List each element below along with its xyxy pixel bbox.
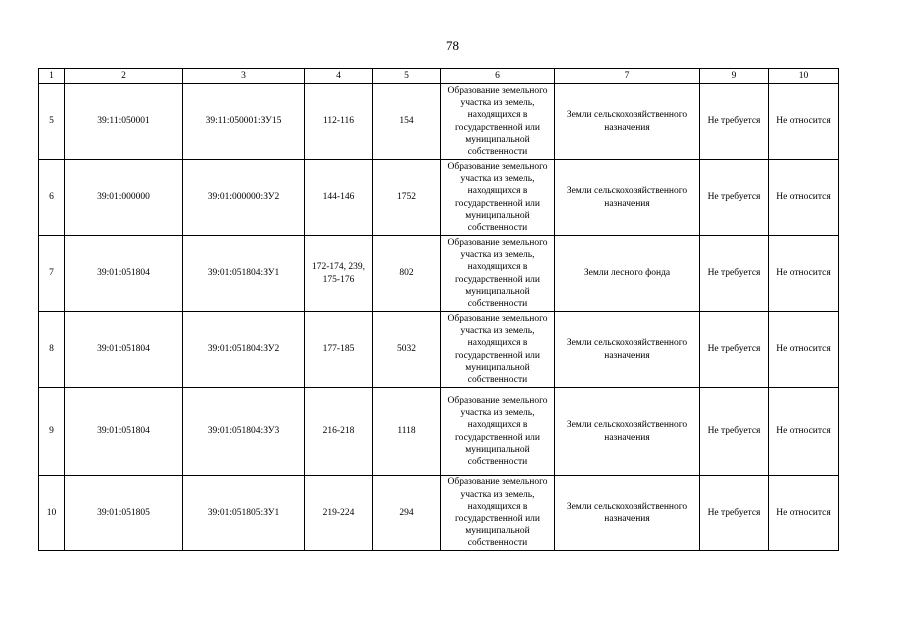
column-header: 1 — [39, 69, 65, 84]
plot-area: 1118 — [373, 388, 441, 476]
plot-area: 5032 — [373, 312, 441, 388]
formation-method: Образование земельного участка из земель, находящихся в государственной или муниципальной собственности — [441, 236, 555, 312]
column-9-value: Не требуется — [700, 236, 769, 312]
column-9-value: Не требуется — [700, 476, 769, 551]
column-10-value: Не относится — [769, 476, 839, 551]
column-header: 3 — [183, 69, 305, 84]
column-header: 4 — [305, 69, 373, 84]
formation-method: Образование земельного участка из земель, находящихся в государственной или муниципальной собственности — [441, 312, 555, 388]
row-number: 5 — [39, 84, 65, 160]
plot-area: 1752 — [373, 160, 441, 236]
formation-method: Образование земельного участка из земель, находящихся в государственной или муниципальной собственности — [441, 476, 555, 551]
column-header: 9 — [700, 69, 769, 84]
formation-method: Образование земельного участка из земель, находящихся в государственной или муниципальной собственности — [441, 84, 555, 160]
plot-designation: 39:01:051805:ЗУ1 — [183, 476, 305, 551]
table-row — [39, 236, 839, 312]
column-9-value: Не требуется — [700, 84, 769, 160]
land-category: Земли сельскохозяйственного назначения — [555, 476, 700, 551]
table-row — [39, 312, 839, 388]
column-header: 6 — [441, 69, 555, 84]
land-category: Земли сельскохозяйственного назначения — [555, 388, 700, 476]
column-header: 7 — [555, 69, 700, 84]
column-header: 10 — [769, 69, 839, 84]
cadastral-quarter: 39:11:050001 — [65, 84, 183, 160]
land-category: Земли сельскохозяйственного назначения — [555, 84, 700, 160]
column-9-value: Не требуется — [700, 160, 769, 236]
land-category: Земли сельскохозяйственного назначения — [555, 160, 700, 236]
plot-designation: 39:01:051804:ЗУ1 — [183, 236, 305, 312]
plot-designation: 39:11:050001:ЗУ15 — [183, 84, 305, 160]
column-10-value: Не относится — [769, 388, 839, 476]
cadastral-quarter: 39:01:051804 — [65, 312, 183, 388]
column-header: 5 — [373, 69, 441, 84]
boundary-points: 216-218 — [305, 388, 373, 476]
formation-method: Образование земельного участка из земель, находящихся в государственной или муниципальной собственности — [441, 388, 555, 476]
cadastral-quarter: 39:01:051804 — [65, 388, 183, 476]
table-row — [39, 160, 839, 236]
column-10-value: Не относится — [769, 312, 839, 388]
plot-designation: 39:01:051804:ЗУ2 — [183, 312, 305, 388]
table-row — [39, 476, 839, 551]
boundary-points: 144-146 — [305, 160, 373, 236]
column-10-value: Не относится — [769, 160, 839, 236]
column-9-value: Не требуется — [700, 312, 769, 388]
land-category: Земли сельскохозяйственного назначения — [555, 312, 700, 388]
plot-designation: 39:01:000000:ЗУ2 — [183, 160, 305, 236]
formation-method: Образование земельного участка из земель, находящихся в государственной или муниципальной собственности — [441, 160, 555, 236]
plot-designation: 39:01:051804:ЗУ3 — [183, 388, 305, 476]
boundary-points: 112-116 — [305, 84, 373, 160]
boundary-points: 172-174, 239, 175-176 — [305, 236, 373, 312]
row-number: 9 — [39, 388, 65, 476]
table-header-row — [39, 69, 839, 84]
row-number: 7 — [39, 236, 65, 312]
column-10-value: Не относится — [769, 236, 839, 312]
land-plots-table — [38, 68, 839, 551]
plot-area: 802 — [373, 236, 441, 312]
cadastral-quarter: 39:01:051805 — [65, 476, 183, 551]
cadastral-quarter: 39:01:051804 — [65, 236, 183, 312]
row-number: 8 — [39, 312, 65, 388]
boundary-points: 177-185 — [305, 312, 373, 388]
land-category: Земли лесного фонда — [555, 236, 700, 312]
plot-area: 154 — [373, 84, 441, 160]
page-number: 78 — [446, 38, 459, 53]
row-number: 10 — [39, 476, 65, 551]
column-9-value: Не требуется — [700, 388, 769, 476]
boundary-points: 219-224 — [305, 476, 373, 551]
cadastral-quarter: 39:01:000000 — [65, 160, 183, 236]
column-10-value: Не относится — [769, 84, 839, 160]
table-row — [39, 388, 839, 476]
row-number: 6 — [39, 160, 65, 236]
table-row — [39, 84, 839, 160]
column-header: 2 — [65, 69, 183, 84]
plot-area: 294 — [373, 476, 441, 551]
